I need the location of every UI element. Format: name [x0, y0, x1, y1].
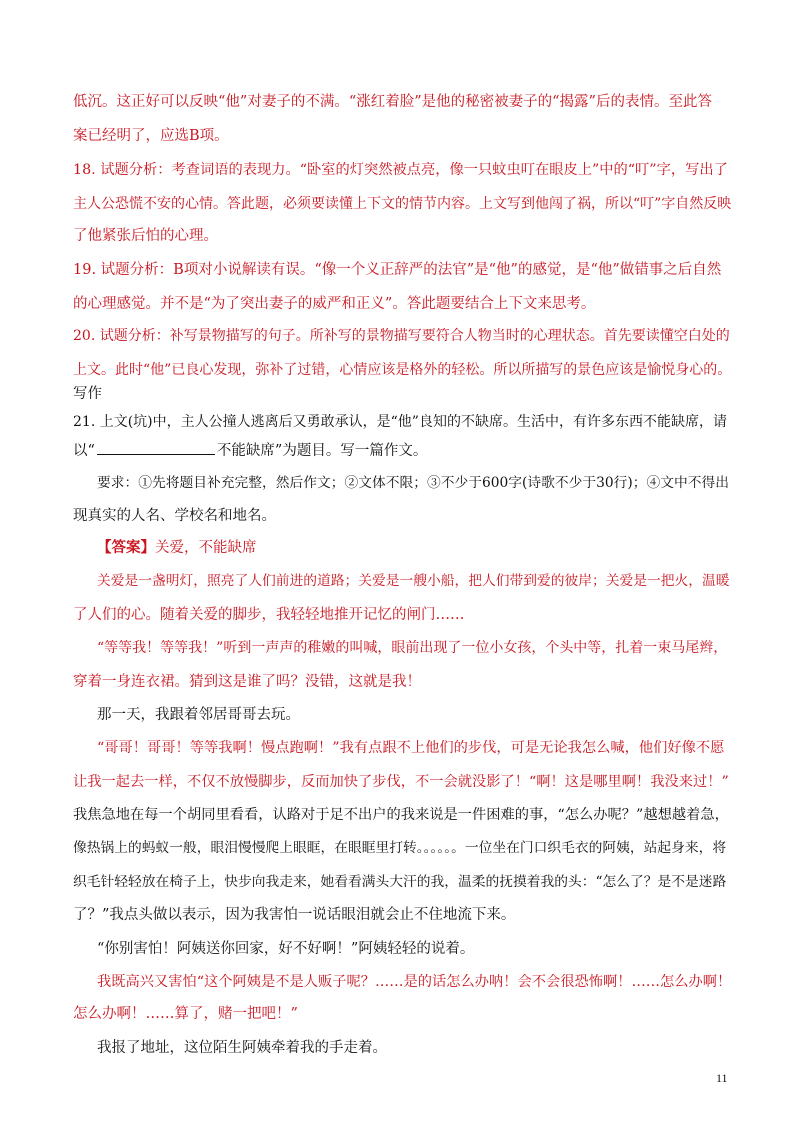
answer-title [97, 538, 733, 558]
essay-line: 了人们的心。随着关爱的脚步，我轻轻地推开记忆的闸门…… [73, 607, 465, 623]
essay-line: 让我一起去一样，不仅不放慢脚步，反而加快了步伐，不一会就没影了！“啊！这是哪里啊！我没来过！” [73, 774, 729, 790]
essay-line: “哥哥！哥哥！等等我啊！慢点跑啊！”我有点跟不上他们的步伐，可是无论我怎么喊，他们好像不愿 [97, 740, 725, 756]
text-line: 的心理感觉。并不是“为了突出妻子的威严和正义”。答此题要结合上下文来思考。 [73, 296, 596, 312]
essay-line: 我既高兴又害怕“这个阿姨是不是人贩子呢？……是的话怎么办呐！会不会很恐怖啊！……怎么办啊！ [97, 974, 732, 990]
requirement-text: 要求：①先将题目补充完整，然后作文；②文体不限；③不少于600字(诗歌不少于30行)；④文中不得出 [97, 475, 729, 491]
essay-line: 穿着一身连衣裙。猜到这是谁了吗？没错，这就是我！ [73, 674, 421, 690]
essay-line: “等等我！等等我！”听到一声声的稚嫩的叫喊，眼前出现了一位小女孩，个头中等，扎着一束马尾辫， [97, 640, 728, 656]
requirement-text: 现真实的人名、学校名和地名。 [73, 508, 276, 524]
text-line: 18. 试题分析：考查词语的表现力。“卧室的灯突然被点亮，像一只蚊虫叮在眼皮上”中的“叮”字，写出了 [73, 162, 728, 178]
essay-line: 了？”我点头做以表示，因为我害怕一说话眼泪就会止不住地流下来。 [73, 907, 516, 923]
essay-line: “你别害怕！阿姨送你回家，好不好啊！”阿姨轻轻的说着。 [97, 941, 475, 957]
page-number: 11 [716, 1071, 728, 1085]
section-heading: 写作 [73, 386, 102, 402]
answer-title-text: 关爱，不能缺席 [155, 540, 257, 556]
question-text: 21. 上文(坑)中，主人公撞人逃离后又勇敢承认，是“他”良知的不缺席。生活中，有许多东西不能缺席，请 [73, 414, 727, 430]
text-line: 案已经明了，应选B项。 [73, 128, 229, 144]
essay-line: 我报了地址，这位陌生阿姨牵着我的手走着。 [97, 1040, 387, 1056]
essay-line: 我焦急地在每一个胡同里看看，认路对于足不出户的我来说是一件困难的事，“怎么办呢？”越想越着急， [73, 807, 729, 823]
essay-line: 关爱是一盏明灯，照亮了人们前进的道路；关爱是一艘小船，把人们带到爱的彼岸；关爱是一把火，温暖 [97, 573, 730, 589]
question-text [73, 440, 733, 461]
question-suffix: 不能缺席”为题目。写一篇作文。 [216, 443, 428, 459]
text-line: 了他紧张后怕的心理。 [73, 228, 218, 244]
fill-blank [97, 440, 215, 455]
text-line: 19. 试题分析：B项对小说解读有误。“像一个义正辞严的法官”是“他”的感觉，是“他”做错事之后自然 [73, 262, 722, 278]
text-line: 20. 试题分析：补写景物描写的句子。所补写的景物描写要符合人物当时的心理状态。首先要读懂空白处的 [73, 328, 730, 344]
text-line: 低沉。这正好可以反映“他”对妻子的不满。“涨红着脸”是他的秘密被妻子的“揭露”后的表情。至此答 [73, 94, 712, 110]
essay-line: 怎么办啊！……算了，赌一把吧！” [73, 1006, 298, 1022]
text-line: 上文。此时“他”已良心发现，弥补了过错，心情应该是格外的轻松。所以所描写的景色应该是愉悦身心的。 [73, 362, 732, 378]
essay-line: 那一天，我跟着邻居哥哥去玩。 [97, 707, 300, 723]
answer-tag: 【答案】 [97, 539, 155, 556]
question-prefix: 以“ [73, 443, 95, 459]
essay-line: 织毛针轻轻放在椅子上，快步向我走来，她看看满头大汗的我，温柔的抚摸着我的头：“怎么了？是不是迷路 [73, 874, 727, 890]
essay-line: 像热锅上的蚂蚁一般，眼泪慢慢爬上眼眶，在眼眶里打转。。。。。。一位坐在门口织毛衣的阿姨，站起身来，将 [73, 840, 727, 856]
text-line: 主人公恐慌不安的心情。答此题，必须要读懂上下文的情节内容。上文写到他闯了祸，所以“叮”字自然反映 [73, 196, 732, 212]
